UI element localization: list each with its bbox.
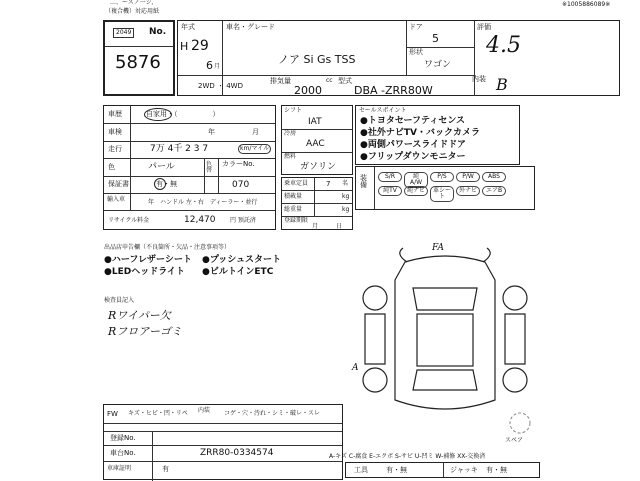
inspector-header: 検査員記入 [104,297,135,304]
equip-option: ABS [482,172,506,182]
tools-label: 工具 [354,466,368,474]
inspector-note: Rワイパー欠 [108,309,171,322]
note-item: ●ハーフレザーシート [104,255,192,265]
score-label: 評価 [477,23,491,31]
lot-number-box [103,20,175,96]
notes-header: 出品店申告欄（不良箇所・欠品・注意事項等） [104,244,231,251]
weight-label: 総重量 [284,206,303,213]
displacement-value: 2000 [294,84,322,97]
spare-label: スペア [505,437,524,444]
capacity-unit: 名 [342,180,349,187]
vehicle-history-table [103,105,276,230]
year-era: H [180,40,189,53]
capacity-table [281,177,353,230]
damage-mark-fa: FA [432,243,444,253]
interior-value: B [496,75,508,94]
shaken-month-unit: 月 [252,128,259,136]
year-label: 年式 [181,23,195,31]
mileage-value: 7万 4千 2 3 7 [150,144,209,154]
month-value: 6 [206,59,213,72]
shape-label: 形状 [409,48,423,56]
capacity-value: 7 [326,180,331,188]
equip-option: 純A/W [404,172,428,188]
lot-label: No. [149,27,167,37]
import-text: 年 ハンドル 左・右 ディーラー・並行 [148,199,258,206]
color-no-header: カラーNo. [222,160,255,168]
model-value: DBA -ZRR80W [354,84,433,97]
shape-value: ワゴン [424,60,452,70]
mileage-unit: km/マイル [240,145,270,152]
jack-label: ジャッキ [450,466,478,474]
displacement-label: 排気量 [270,77,291,85]
equip-option: P/S [430,172,454,182]
car-info-grid [177,20,620,96]
doors-label: ドア [409,23,423,31]
equip-option: 純ナビ [404,186,428,196]
warranty-value: 有・無 [156,180,177,188]
fw-text: キズ・ヒビ・凹・リペ [128,410,188,417]
equip-option: 革シート [430,186,454,202]
lot-number: 5876 [115,52,161,73]
recycle-value: 12,470 [184,215,216,225]
sales-points-box [355,105,520,165]
jack-value: 有・無 [486,466,507,474]
form-type-text: （複合機）対応用紙 [105,8,160,15]
equip-option: P/W [456,172,480,182]
equip-option: エアB [482,186,506,196]
spec-table [281,105,353,175]
note-item: ●ビルトインETC [202,267,274,277]
history-value: 自家用・（ ） [146,110,220,118]
shaken-label: 車検 [108,128,122,136]
ac-value: AAC [306,139,325,149]
inspector-table [103,404,343,480]
garage-cert-value: 有 [162,465,169,473]
mileage-label: 走行 [108,145,122,153]
name-label: 車名・グレード [226,23,275,31]
top-text: …、ースノ一ジ、 [110,0,158,6]
fuel-value: ガソリン [300,162,337,172]
drive-type: 2WD ・ 4WD [198,82,243,90]
interior-check-label: 内装 [198,407,211,414]
warranty-label: 保証書 [108,180,129,188]
interior-label: 内装 [472,75,486,83]
equip-option: 純TV [378,186,402,196]
interior-check-text: コゲ・穴・汚れ・シミ・破レ・スレ [224,410,321,417]
color-change-label: 色替 [206,161,213,174]
equipment-box [355,166,535,210]
recycle-label: リサイクル料金 [108,217,150,224]
garage-cert-label: 車庫証明 [107,465,132,472]
sales-points-label: セールスポイント [359,107,407,114]
lot-sub: 2049 [113,28,134,38]
chassis-value: ZRR80-0334574 [200,448,274,458]
inspector-note: Rフロアーゴミ [108,325,182,338]
shaken-year-unit: 年 [208,128,215,136]
year-value: 29 [191,38,209,54]
equipment-label: 装備 [360,174,367,189]
sales-point-item: ●フリップダウンモニター [360,152,466,162]
import-label: 輸入車 [107,196,126,203]
cc-unit: cc [326,77,333,84]
doors-value: 5 [432,32,439,45]
load-label: 積載量 [284,193,303,200]
fuel-label: 燃料 [284,153,297,160]
load-unit: kg [342,193,350,200]
tools-value: 有・無 [386,466,407,474]
damage-legend: A-キズ C-腐食 E-エクボ S-サビ U-凹ミ W-補修 XX-交換済 [329,453,486,460]
chassis-label: 車台No. [110,449,136,457]
fw-label: FW [107,410,118,418]
note-item: ●プッシュスタート [202,255,282,265]
reg-text: 月 日 [312,223,343,230]
history-label: 車歴 [108,110,122,118]
color-no-value: 070 [232,180,250,190]
note-item: ●LEDヘッドライト [104,267,185,277]
car-damage-diagram [345,240,545,450]
doc-code: ※1005886089※ [562,1,611,8]
capacity-label: 乗車定員 [284,180,309,187]
month-unit: 月 [214,63,221,70]
equip-option: S/R [378,172,402,182]
model-label: 型式 [338,77,352,85]
weight-unit: kg [342,206,350,213]
shift-label: シフト [284,107,303,114]
sales-point-item: ●社外ナビTV・バックカメラ [360,128,480,138]
ac-label: 冷房 [284,130,297,137]
score-value: 4.5 [486,33,521,58]
color-value: パール [148,162,175,172]
reg-no-label: 登録No. [110,434,136,442]
car-name: ノア Si Gs TSS [278,53,356,66]
tools-row [345,462,540,478]
sales-point-item: ●トヨタセーフティセンス [360,116,466,126]
sales-point-item: ●両側パワースライドドア [360,140,466,150]
damage-mark-a: A [352,363,359,373]
color-label: 色 [108,163,115,171]
shift-value: IAT [308,117,322,127]
recycle-unit: 円 預託済 [230,217,256,224]
reg-label: 登録期限 [284,217,309,224]
equip-option: 外ナビ [456,186,480,196]
